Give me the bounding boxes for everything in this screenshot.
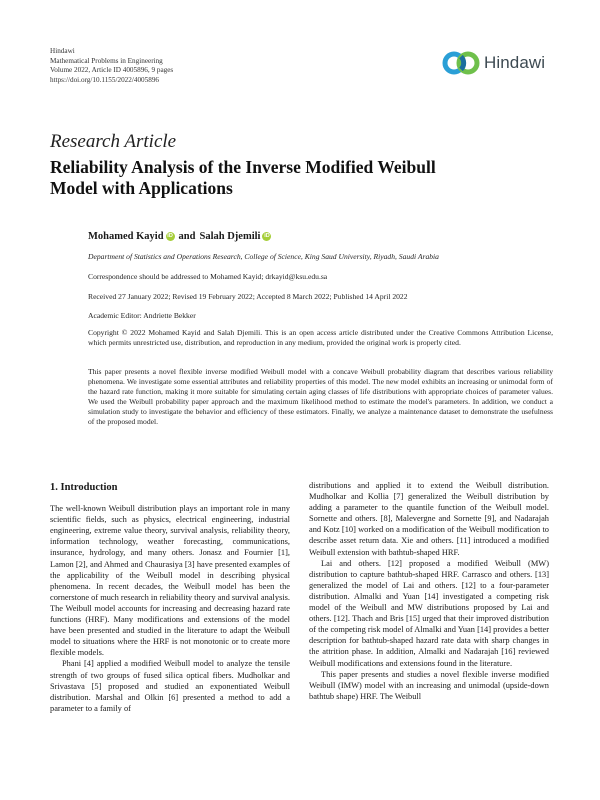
journal-meta [50, 47, 173, 85]
abstract: This paper presents a novel flexible inverse modified Weibull model with a concave Weibull probability diagram that describes various reliability phenomena. We investigate some essential attributes and reliability properties of this model. The new model exhibits an increasing or unimodal form of the hazard rate function, making it more suitable for simulating certain aging classes of life distributions with appropriate choices of parameter values. We used the Weibull probability paper approach and the maximum likelihood method to estimate the model's parameters. In addition, we conduct a simulation study to investigate the behavior and efficiency of these estimators. Finally, we analyze a maintenance dataset to demonstrate the usefulness of the proposed model. [88, 367, 553, 426]
hindawi-logo-icon [441, 50, 481, 76]
academic-editor: Academic Editor: Andriette Bekker [88, 311, 196, 320]
body-paragraph: Lai and others. [12] proposed a modified Weibull (MW) distribution to capture bathtub-shaped HRF. Carrasco and others. [13] generalized the model of Lai and others. [12] to a four-parameter distribution. Almalki and Yuan [14] investigated a competing risk model of the Weibull and MW distributions proposed by Lai and others. [12]. Thach and Bris [15] urged that their improved distribution of the competing risk model of Almalki and Yuan [14] provides a better description for bathtub-shaped hazard rate data with sharp changes in the attrition phase. In addition, Almalki and Nadarajah [16] reviewed Weibull modifications and extensions found in the literature. [309, 558, 549, 668]
orcid-icon[interactable]: iD [167, 233, 173, 239]
publisher-name: Hindawi [50, 47, 75, 55]
title-line-2: Model with Applications [50, 178, 233, 198]
article-title [50, 157, 520, 199]
author-conjunction: and [178, 231, 196, 242]
body-column-right [309, 480, 549, 702]
title-line-1: Reliability Analysis of the Inverse Modified Weibull [50, 157, 436, 177]
copyright-notice: Copyright © 2022 Mohamed Kayid and Salah Djemili. This is an open access article distributed under the Creative Commons Attribution License, which permits unrestricted use, distribution, and reproduction in any medium, provided the original work is properly cited. [88, 328, 553, 347]
doi-link[interactable]: https://doi.org/10.1155/2022/4005896 [50, 75, 160, 84]
correspondence: Correspondence should be addressed to Mohamed Kayid; drkayid@ksu.edu.sa [88, 272, 328, 281]
article-type: Research Article [50, 131, 177, 152]
affiliation: Department of Statistics and Operations Research, College of Science, King Saud University, Riyadh, Saudi Arabia [88, 252, 439, 261]
author-name[interactable]: Mohamed Kayid [88, 231, 164, 242]
body-paragraph: distributions and applied it to extend the Weibull distribution. Mudholkar and Kollia [7] generalized the Weibull distribution by adding a parameter to the quantile function of the Weibull model. Sornette and others. [8], Malevergne and Sornette [9], and Nadarajah and Kotz [10] worked on a modification of the Weibull modification to describe asset return data. Xie and others. [11] introduced a modified Weibull extension with bathtub-shaped HRF. [309, 481, 549, 557]
body-paragraph: The well-known Weibull distribution plays an important role in many scientific fields, such as physics, electrical engineering, industrial engineering, extreme value theory, survival analysis, reliability theory, information technology, weather forecasting, communications, insurance, hydrology, and many others. Jonasz and Fournier [1], Lamon [2], and Ahmed and Chaurasiya [3] have presented examples of the applicability of the Weibull model in describing physical phenomena. In recent decades, the Weibull model has been the cornerstone of much research in reliability theory and survival analysis. The Weibull model accounts for increasing and decreasing hazard rate functions (HRF). Many modifications and extensions of the model have been presented and studied in the literature to adapt the Weibull model to situations where the HRF is not monotonic or to create more flexible models. [50, 504, 291, 658]
section-heading: 1. Introduction [50, 482, 118, 493]
body-paragraph: Phani [4] applied a modified Weibull model to analyze the tensile strength of two groups of fused silica optical fibers. Mudholkar and Srivastava [5] proposed and studied an exponentiated Weibull distribution. Marshal and Olkin [6] presented a method to add a parameter to a family of [50, 659, 290, 713]
orcid-icon[interactable]: iD [264, 233, 270, 239]
body-paragraph: This paper presents and studies a novel flexible inverse modified Weibull (IMW) model with an increasing and unimodal (upside-down bathtub shape) HRF. The Weibull [309, 669, 549, 701]
publication-dates: Received 27 January 2022; Revised 19 February 2022; Accepted 8 March 2022; Published 14 April 2022 [88, 292, 408, 301]
volume-info: Volume 2022, Article ID 4005896, 9 pages [50, 66, 174, 74]
journal-name: Mathematical Problems in Engineering [50, 56, 163, 65]
logo-wordmark: Hindawi [484, 53, 546, 72]
hindawi-logo [441, 48, 553, 78]
author-name[interactable]: Salah Djemili [199, 231, 261, 242]
author-list [88, 231, 275, 242]
body-column-left [50, 480, 290, 714]
